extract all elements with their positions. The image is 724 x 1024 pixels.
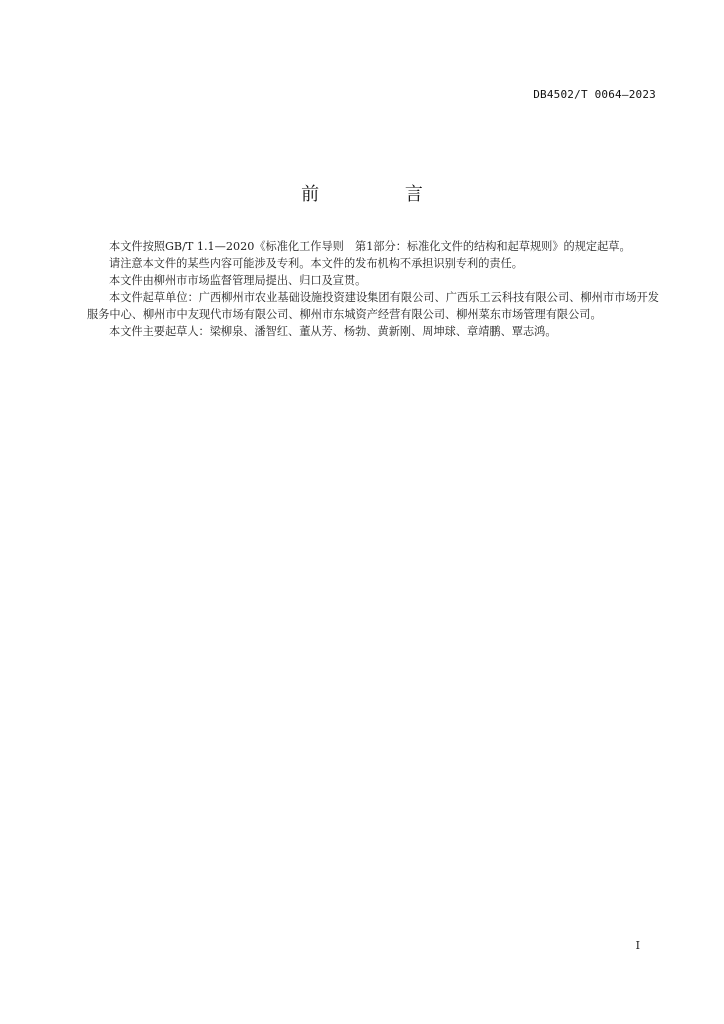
- paragraph-proposer: 本文件由柳州市市场监督管理局提出、归口及宣贯。: [109, 274, 367, 287]
- page-number: I: [635, 939, 640, 952]
- preface-title: 前 言: [301, 184, 463, 205]
- paragraph-drafting-units: 本文件起草单位：广西柳州市农业基础设施投资建设集团有限公司、广西乐工云科技有限公司、柳州市市场开发服务中心、柳州市中友现代市场有限公司、柳州市东城资产经营有限公司、柳州菜东市场管理有限公司。: [87, 291, 659, 321]
- paragraph-patent-notice: 请注意本文件的某些内容可能涉及专利。本文件的发布机构不承担识别专利的责任。: [109, 257, 523, 270]
- paragraph-drafters: 本文件主要起草人：梁柳泉、潘智红、董从芳、杨勃、黄新刚、周坤球、章靖鹏、覃志鸿。: [109, 325, 557, 338]
- paragraph-drafting-basis: 本文件按照GB/T 1.1—2020《标准化工作导则 第1部分：标准化文件的结构和起草规则》的规定起草。: [109, 240, 631, 253]
- document-code: DB4502/T 0064—2023: [533, 88, 656, 101]
- preface-body: [87, 238, 659, 340]
